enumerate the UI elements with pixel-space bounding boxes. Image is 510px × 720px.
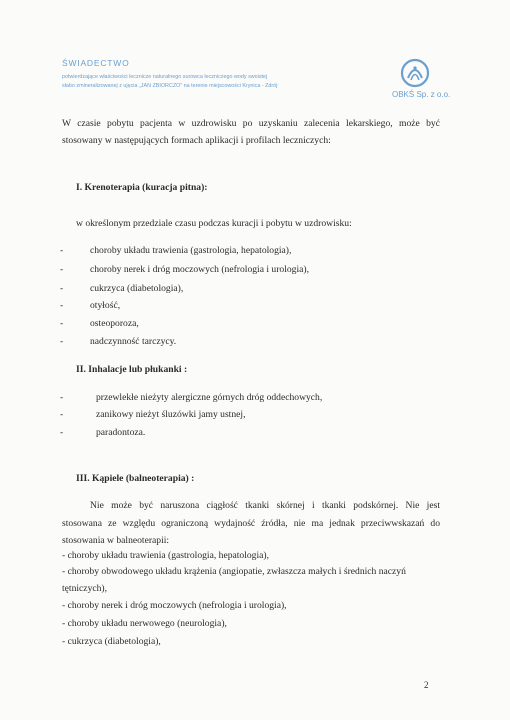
list-bullet: - <box>60 245 64 256</box>
list-item: tętniczych), <box>62 583 108 594</box>
header-line-2: słabo zmineralizowanej z ujęcia „JAN ZBIORCZO” na terenie miejscowości Krynica - Zdrój <box>62 83 278 89</box>
list-item: otyłość, <box>90 300 121 311</box>
header-title: ŚWIADECTWO <box>62 58 130 68</box>
list-bullet: - <box>60 300 64 311</box>
list-bullet: - <box>60 409 64 420</box>
list-item: - choroby układu trawienia (gastrologia, hepatologia), <box>62 550 269 561</box>
company-name: OBKŚ Sp. z o.o. <box>392 90 451 99</box>
list-item: zanikowy nieżyt śluzówki jamy ustnej, <box>96 409 246 420</box>
company-logo-icon <box>400 58 430 88</box>
list-item: - choroby układu nerwowego (neurologia), <box>62 618 227 629</box>
intro-line-1: W czasie pobytu pacjenta w uzdrowisku po uzyskaniu zalecenia lekarskiego, może być <box>62 118 440 129</box>
list-bullet: - <box>60 283 64 294</box>
list-item: paradontoza. <box>96 427 146 438</box>
list-item: cukrzyca (diabetologia), <box>90 283 184 294</box>
section-3-para-line-2: stosowana ze względu ograniczoną wydajność źródła, nie ma jednak przeciwwskazań do <box>62 518 440 529</box>
list-item: choroby układu trawienia (gastrologia, hepatologia), <box>90 245 292 256</box>
list-item: - choroby obwodowego układu krążenia (angiopatie, zwłaszcza małych i średnich naczyń <box>62 566 406 577</box>
list-item: nadczynność tarczycy. <box>90 336 177 347</box>
section-1-lead: w określonym przedziale czasu podczas kuracji i pobytu w uzdrowisku: <box>76 218 352 229</box>
header-line-1: potwierdzające właściwości lecznicze naturalnego surowca leczniczego wody swoistej <box>62 74 268 80</box>
section-1-heading: I. Krenoterapia (kuracja pitna): <box>76 182 208 193</box>
list-bullet: - <box>60 318 64 329</box>
list-bullet: - <box>60 336 64 347</box>
list-item: - choroby nerek i dróg moczowych (nefrologia i urologia), <box>62 600 287 611</box>
intro-line-2: stosowany w następujących formach aplikacji i profilach leczniczych: <box>62 135 331 146</box>
list-bullet: - <box>60 392 64 403</box>
section-3-para-line-3: stosowania w balneoterapii: <box>62 535 170 546</box>
section-2-heading: II. Inhalacje lub płukanki : <box>76 364 188 375</box>
list-bullet: - <box>60 427 64 438</box>
list-item: przewlekłe nieżyty alergiczne górnych dróg oddechowych, <box>96 392 323 403</box>
list-bullet: - <box>60 264 64 275</box>
list-item: - cukrzyca (diabetologia), <box>62 636 161 647</box>
page-number: 2 <box>424 680 429 690</box>
section-3-heading: III. Kąpiele (balneoterapia) : <box>76 473 195 484</box>
list-item: choroby nerek i dróg moczowych (nefrologia i urologia), <box>90 264 309 275</box>
section-3-para-line-1: Nie może być naruszona ciągłość tkanki skórnej i tkanki podskórnej. Nie jest <box>90 500 440 511</box>
list-item: osteoporoza, <box>90 318 139 329</box>
document-header <box>62 58 392 91</box>
